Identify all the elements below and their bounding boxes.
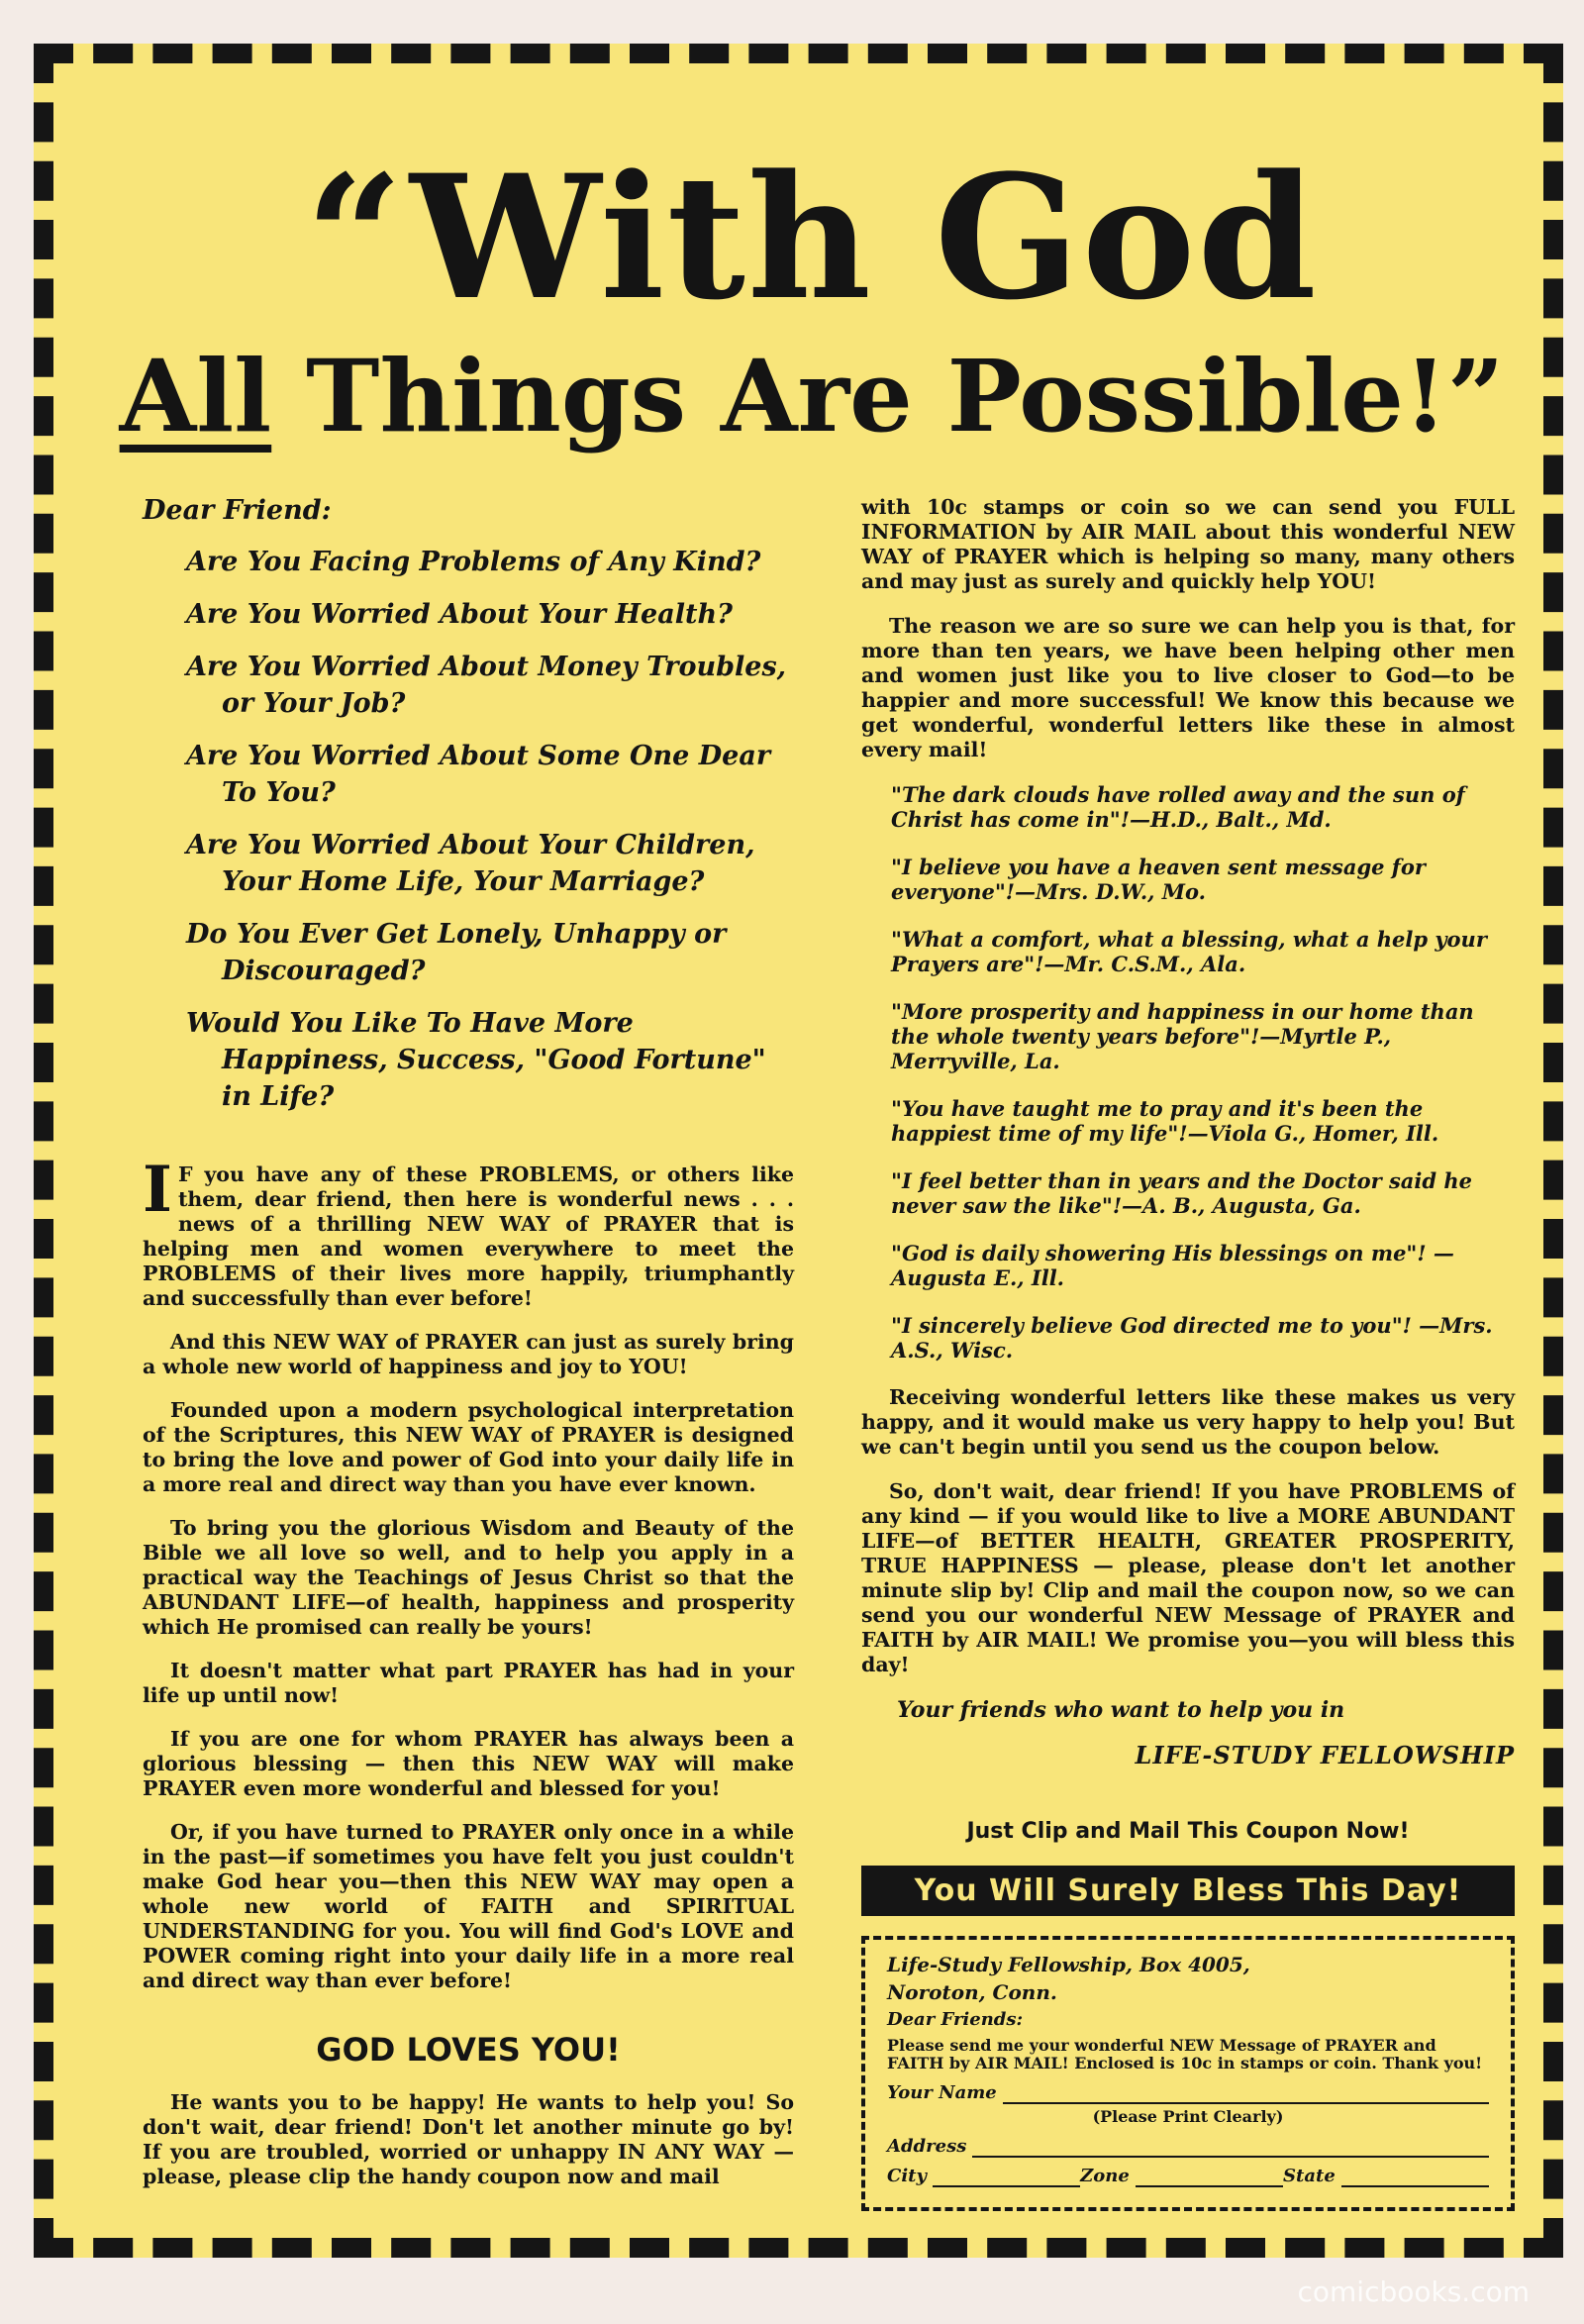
testimonial-item: "I feel better than in years and the Doctor said he never saw the like"!—A. B., Augusta, Ga. (891, 1168, 1473, 1218)
bless-banner: You Will Surely Bless This Day! (861, 1866, 1515, 1916)
address-field[interactable] (972, 2138, 1489, 2158)
headline-underlined-word: All (119, 338, 272, 455)
body-paragraph: Founded upon a modern psychological interpretation of the Scriptures, this NEW WAY of PRAYER is designed to bring the love and power of God into your daily life in a more real and direct way than you have ever known. (143, 1398, 794, 1496)
coupon-name-row (887, 2082, 1489, 2104)
drop-cap: I (143, 1153, 172, 1227)
name-label: Your Name (887, 2082, 997, 2103)
receiving-paragraph: Receiving wonderful letters like these makes us very happy, and it would make us very happy to help you! But we can't begin until you send us the coupon below. (861, 1385, 1515, 1459)
left-column (143, 495, 794, 2208)
coupon-request: Please send me your wonderful NEW Message of PRAYER and FAITH by AIR MAIL! Enclosed is 10c in stamps or coin. Thank you! (887, 2036, 1483, 2072)
intro-paragraph (143, 1153, 794, 1311)
question-item: Would You Like To Have More Happiness, Success, "Good Fortune" in Life? (186, 1008, 766, 1112)
headline-line-1: “With God (305, 137, 1319, 338)
subhead-god-loves-you: GOD LOVES YOU! (316, 2031, 621, 2069)
testimonial-list (861, 782, 1515, 1363)
zone-field[interactable] (1136, 2168, 1283, 2187)
question-item: Do You Ever Get Lonely, Unhappy or Discouraged? (186, 919, 727, 986)
body-paragraph: If you are one for whom PRAYER has always been a glorious blessing — then this NEW WAY will make PRAYER even more wonderful and blessed for you! (143, 1727, 794, 1800)
testimonial-item: "I believe you have a heaven sent message for everyone"!—Mrs. D.W., Mo. (891, 855, 1426, 904)
mail-coupon (861, 1936, 1515, 2211)
address-label: Address (887, 2136, 967, 2157)
headline-line-2-rest: Things Are Possible!” (271, 338, 1505, 455)
clip-instruction: Just Clip and Mail This Coupon Now! (966, 1819, 1410, 1844)
right-column (861, 495, 1515, 2211)
headline-line-2 (109, 338, 1515, 455)
question-item: Are You Facing Problems of Any Kind? (186, 547, 761, 577)
body-paragraph: To bring you the glorious Wisdom and Beauty of the Bible we all love so well, and to help you apply in a practical way the Teachings of Jesus Christ so that the ABUNDANT LIFE—of health, happiness and prosperity which He promised can really be yours! (143, 1516, 794, 1639)
continuation-paragraph: with 10c stamps or coin so we can send you FULL INFORMATION by AIR MAIL about this wonderful NEW WAY of PRAYER which is helping so many, many others and may just as surely and quickly help YOU! (861, 495, 1515, 593)
signature-line-2: LIFE-STUDY FELLOWSHIP (1135, 1741, 1515, 1769)
right-body-text (861, 495, 1515, 762)
city-label: City (887, 2166, 927, 2186)
body-paragraph: It doesn't matter what part PRAYER has had in your life up until now! (143, 1659, 794, 1707)
testimonial-item: "God is daily showering His blessings on me"! —Augusta E., Ill. (891, 1241, 1454, 1290)
closing-paragraph: He wants you to be happy! He wants to help you! So don't wait, dear friend! Don't let another minute go by! If you are troubled, worried or unhappy IN ANY WAY —please, please clip the handy coupon now and mail (143, 2090, 794, 2188)
coupon-greeting: Dear Friends: (887, 2009, 1024, 2030)
question-item: Are You Worried About Your Children, Your Home Life, Your Marriage? (186, 830, 755, 897)
testimonial-item: "What a comfort, what a blessing, what a help your Prayers are"!—Mr. C.S.M., Ala. (891, 927, 1487, 976)
ad-page (34, 44, 1563, 2258)
state-field[interactable] (1341, 2168, 1489, 2187)
intro-paragraph-text: F you have any of these PROBLEMS, or others like them, dear friend, then here is wonderful news . . . news of a thrilling NEW WAY of PRAYER that is helping men and women everywhere to meet the PROBLEMS of their lives more happily, triumphantly and successfully than ever before! (143, 1162, 794, 1310)
salutation: Dear Friend: (143, 495, 332, 526)
ad-content (109, 129, 1515, 2218)
dont-wait-paragraph: So, don't wait, dear friend! If you have PROBLEMS of any kind — if you would like to live a MORE ABUNDANT LIFE—of BETTER HEALTH, GREATER PROSPERITY, TRUE HAPPINESS — please, please don't let another minute slip by! Clip and mail the coupon now, so we can send you our wonderful NEW Message of PRAYER and FAITH by AIR MAIL! We promise you—you will bless this day! (861, 1479, 1515, 1676)
left-body-text (143, 1153, 794, 2189)
right-body-text-2 (861, 1385, 1515, 1677)
zone-label: Zone (1080, 2166, 1130, 2186)
city-field[interactable] (933, 2168, 1080, 2187)
body-paragraph: And this NEW WAY of PRAYER can just as surely bring a whole new world of happiness and joy to YOU! (143, 1330, 794, 1378)
testimonial-item: "More prosperity and happiness in our home than the whole twenty years before"!—Myrtle P., Merryville, La. (891, 999, 1474, 1073)
body-paragraph: Or, if you have turned to PRAYER only once in a while in the past—if sometimes you have felt you just couldn't make God hear you—then this NEW WAY may open a whole new world of FAITH and SPIRITUAL UNDERSTANDING for you. You will find God's LOVE and POWER coming right into your daily life in a more real and direct way than ever before! (143, 1820, 794, 1992)
testimonial-item: "The dark clouds have rolled away and the sun of Christ has come in"!—H.D., Balt., Md. (891, 782, 1465, 832)
coupon-address-line-1: Life-Study Fellowship, Box 4005, (887, 1953, 1250, 1976)
testimonial-item: "You have taught me to pray and it's been the happiest time of my life"!—Viola G., Homer, Ill. (891, 1096, 1439, 1146)
reason-paragraph: The reason we are so sure we can help you is that, for more than ten years, we have been helping other men and women just like you to live closer to God—to be happier and more successful! We know this because we get wonderful, wonderful letters like these in almost every mail! (861, 614, 1515, 761)
coupon-address-line-2: Noroton, Conn. (887, 1980, 1057, 2004)
testimonial-item: "I sincerely believe God directed me to you"! —Mrs. A.S., Wisc. (891, 1313, 1493, 1363)
question-item: Are You Worried About Money Troubles, or Your Job? (186, 652, 787, 719)
state-label: State (1283, 2166, 1336, 2186)
coupon-address-row (887, 2136, 1489, 2158)
name-field[interactable] (1003, 2084, 1489, 2104)
coupon-city-row (887, 2166, 1489, 2187)
question-item: Are You Worried About Some One Dear To You? (186, 741, 771, 808)
watermark: comicbooks.com (1297, 2275, 1530, 2308)
question-item: Are You Worried About Your Health? (186, 599, 733, 630)
print-clearly-hint: (Please Print Clearly) (1092, 2107, 1284, 2126)
question-list (143, 544, 794, 1115)
signature-line-1: Your friends who want to help you in (897, 1697, 1345, 1723)
